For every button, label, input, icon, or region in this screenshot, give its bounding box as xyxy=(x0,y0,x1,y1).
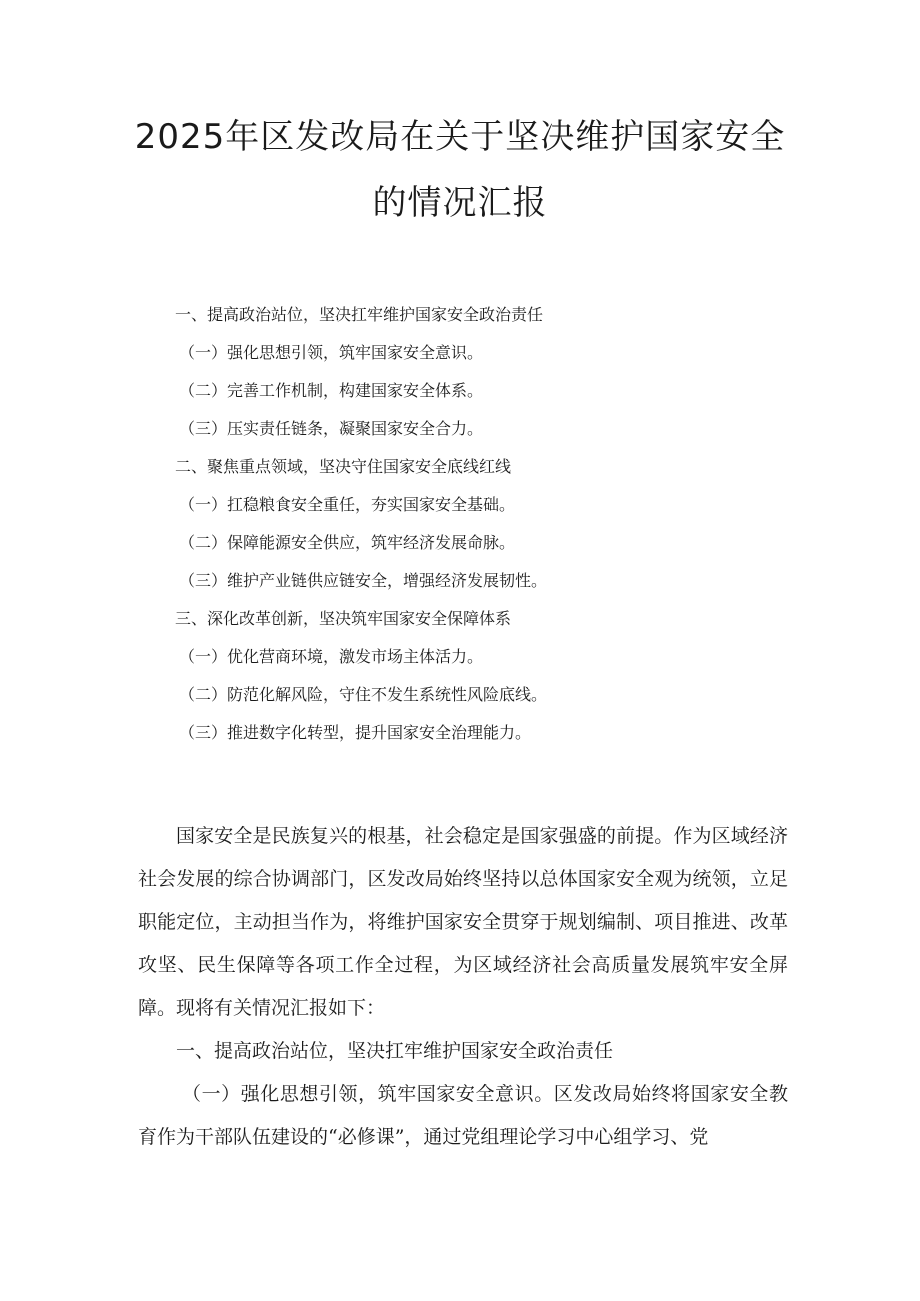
section-heading: 一、提高政治站位，坚决扛牢维护国家安全政治责任 xyxy=(176,1040,614,1062)
document-body xyxy=(138,815,788,1159)
outline-item: （一）强化思想引领，筑牢国家安全意识。 xyxy=(179,343,484,362)
intro-paragraph: 国家安全是民族复兴的根基，社会稳定是国家强盛的前提。作为区域经济社会发展的综合协调部门，区发改局始终坚持以总体国家安全观为统领，立足职能定位，主动担当作为，将维护国家安全贯穿于规划编制、项目推进、改革攻坚、民生保障等各项工作全过程，为区域经济社会高质量发展筑牢安全屏障。现将有关情况汇报如下： xyxy=(138,825,788,1019)
outline-item: （二）完善工作机制，构建国家安全体系。 xyxy=(179,381,484,400)
document-title-line-2: 的情况汇报 xyxy=(372,183,548,223)
body-paragraph: （一）强化思想引领，筑牢国家安全意识。区发改局始终将国家安全教育作为干部队伍建设的“必修课”，通过党组理论学习中心组学习、党 xyxy=(138,1083,788,1148)
outline-item: （一）扛稳粮食安全重任，夯实国家安全基础。 xyxy=(179,495,516,514)
outline-section-1: 一、提高政治站位，坚决扛牢维护国家安全政治责任 xyxy=(175,305,544,324)
document-title-line-1: 2025年区发改局在关于坚决维护国家安全 xyxy=(134,117,786,157)
outline-item: （二）保障能源安全供应，筑牢经济发展命脉。 xyxy=(179,533,516,552)
outline-item: （三）推进数字化转型，提升国家安全治理能力。 xyxy=(179,723,532,742)
outline-item: （三）压实责任链条，凝聚国家安全合力。 xyxy=(179,419,484,438)
outline-item: （一）优化营商环境，激发市场主体活力。 xyxy=(179,647,484,666)
table-of-contents xyxy=(175,296,815,752)
outline-section-2: 二、聚焦重点领域，坚决守住国家安全底线红线 xyxy=(175,457,512,476)
outline-item: （三）维护产业链供应链安全，增强经济发展韧性。 xyxy=(179,571,548,590)
outline-section-3: 三、深化改革创新，坚决筑牢国家安全保障体系 xyxy=(175,609,512,628)
outline-item: （二）防范化解风险，守住不发生系统性风险底线。 xyxy=(179,685,548,704)
